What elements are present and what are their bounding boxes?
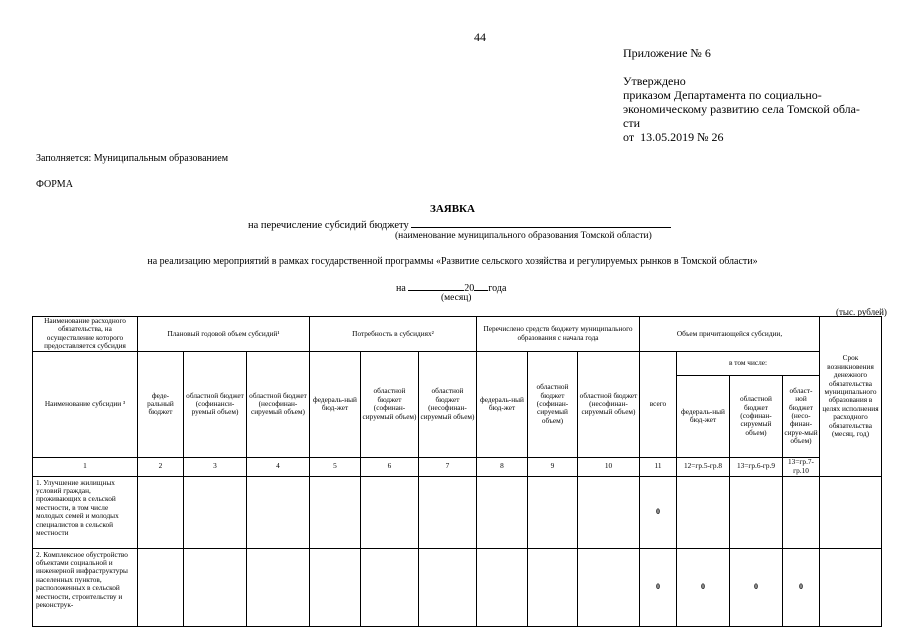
col-number: 8	[477, 457, 528, 476]
cell	[247, 476, 310, 548]
cell	[528, 548, 578, 626]
period-prefix: на	[396, 283, 406, 294]
col-number: 10	[578, 457, 640, 476]
header-due-reg-co: областной бюджет (софинан-сируемый объем)	[730, 375, 783, 457]
period-suffix: года	[488, 283, 507, 294]
appendix-label: Приложение № 6	[623, 46, 711, 60]
cell	[184, 476, 247, 548]
month-blank	[408, 281, 464, 291]
row-due-reg-co	[730, 476, 783, 548]
row-due-fed: 0	[677, 548, 730, 626]
col-number: 5	[310, 457, 361, 476]
col-number: 11	[640, 457, 677, 476]
approval-line-2: экономическому развитию села Томской обла-	[623, 102, 860, 116]
approved-label: Утверждено	[623, 74, 686, 88]
form-label: ФОРМА	[36, 179, 73, 190]
header-due-fed: федераль-ный бюд-жет	[677, 375, 730, 457]
header-need-reg-co: областной бюджет (софинан-сируемый объем)	[361, 351, 419, 457]
filled-by-note: Заполняется: Муниципальным образованием	[36, 153, 229, 164]
transfer-text: на перечисление субсидий бюджету	[248, 220, 409, 231]
approval-line-1: приказом Департамента по социально-	[623, 88, 822, 102]
col-number: 12=гр.5-гр.8	[677, 457, 730, 476]
row-subsidy-name: 2. Комплексное обустройство объектами социальной и инженерной инфраструктуры населенных пунктов, расположенных в сельской местности, строительству и реконструк-	[33, 548, 138, 626]
cell	[138, 548, 184, 626]
header-plan-reg-nonco: областной бюджет (несофинан-сируемый объем)	[247, 351, 310, 457]
cell	[528, 476, 578, 548]
header-need-fed: федераль-ный бюд-жет	[310, 351, 361, 457]
header-subsidy-name: Наименование субсидии ³	[33, 351, 138, 457]
cell	[578, 476, 640, 548]
cell	[361, 476, 419, 548]
header-plan-fed: феде-ральный бюджет	[138, 351, 184, 457]
page-number: 44	[474, 30, 486, 44]
approval-line-3: сти	[623, 116, 640, 130]
column-number-row	[33, 457, 882, 476]
col-number: 9	[528, 457, 578, 476]
col-number: 13=гр.6-гр.9	[730, 457, 783, 476]
row-due-reg-co: 0	[730, 548, 783, 626]
subsidy-table	[32, 316, 882, 627]
col-number: 6	[361, 457, 419, 476]
cell	[578, 548, 640, 626]
cell	[477, 476, 528, 548]
header-trans-reg-nonco: областной бюджет (несофинан-сируемый объем)	[578, 351, 640, 457]
municipality-blank	[411, 217, 671, 228]
table-row	[33, 548, 882, 626]
col-number: 2	[138, 457, 184, 476]
cell	[419, 548, 477, 626]
header-plan-reg-co: областной бюджет (софинанси-руемый объем)	[184, 351, 247, 457]
header-need-reg-nonco: областной бюджет (несофинан-сируемый объем)	[419, 351, 477, 457]
header-transferred: Перечислено средств бюджету муниципального образования с начала года	[477, 317, 640, 352]
units-note: (тыс. рублей)	[836, 307, 887, 317]
col-number: 4	[247, 457, 310, 476]
header-due: Объем причитающейся субсидии,	[640, 317, 820, 352]
header-trans-reg-co: областной бюджет (софинан-сируемый объем)	[528, 351, 578, 457]
cell	[247, 548, 310, 626]
header-trans-fed: федераль-ный бюд-жет	[477, 351, 528, 457]
cell	[820, 476, 882, 548]
cell	[361, 548, 419, 626]
row-due-reg-nonco: 0	[783, 548, 820, 626]
municipality-note: (наименование муниципального образования Томской области)	[395, 231, 652, 241]
col-number: 1	[33, 457, 138, 476]
month-note: (месяц)	[441, 293, 472, 303]
approval-block	[623, 46, 893, 144]
header-plan: Плановый годовой объем субсидий¹	[138, 317, 310, 352]
cell	[477, 548, 528, 626]
header-including: в том числе:	[677, 351, 820, 375]
cell	[419, 476, 477, 548]
header-obligation: Наименование расходного обязательства, на осуществление которого предоставляется субсидия	[33, 317, 138, 352]
header-term: Срок возникновения денежного обязательства муниципального образования в целях исполнения расходного обязательства (месяц, год)	[820, 317, 882, 477]
header-need: Потребность в субсидиях²	[310, 317, 477, 352]
cell	[820, 548, 882, 626]
col-number: 7	[419, 457, 477, 476]
year-blank	[474, 281, 488, 291]
approval-date: от 13.05.2019 № 26	[623, 130, 724, 144]
document-title: ЗАЯВКА	[430, 203, 475, 215]
row-subsidy-name: 1. Улучшение жилищных условий граждан, проживающих в сельской местности, в том числе молодых семей и молодых специалистов в сельской местности	[33, 476, 138, 548]
row-due-reg-nonco	[783, 476, 820, 548]
row-total: 0	[640, 548, 677, 626]
row-due-fed	[677, 476, 730, 548]
header-total: всего	[640, 351, 677, 457]
header-due-reg-nonco: област-ной бюджет (несо-финан-сируе-мый объем)	[783, 375, 820, 457]
transfer-line	[248, 217, 671, 231]
period-year-prefix: 20	[464, 283, 475, 294]
cell	[138, 476, 184, 548]
cell	[310, 476, 361, 548]
cell	[310, 548, 361, 626]
col-number: 3	[184, 457, 247, 476]
row-total: 0	[640, 476, 677, 548]
program-line: на реализацию мероприятий в рамках государственной программы «Развитие сельского хозяйства и регулируемых рынков в Томской области»	[147, 256, 758, 267]
col-number: 13=гр.7-гр.10	[783, 457, 820, 476]
table-row	[33, 476, 882, 548]
cell	[184, 548, 247, 626]
